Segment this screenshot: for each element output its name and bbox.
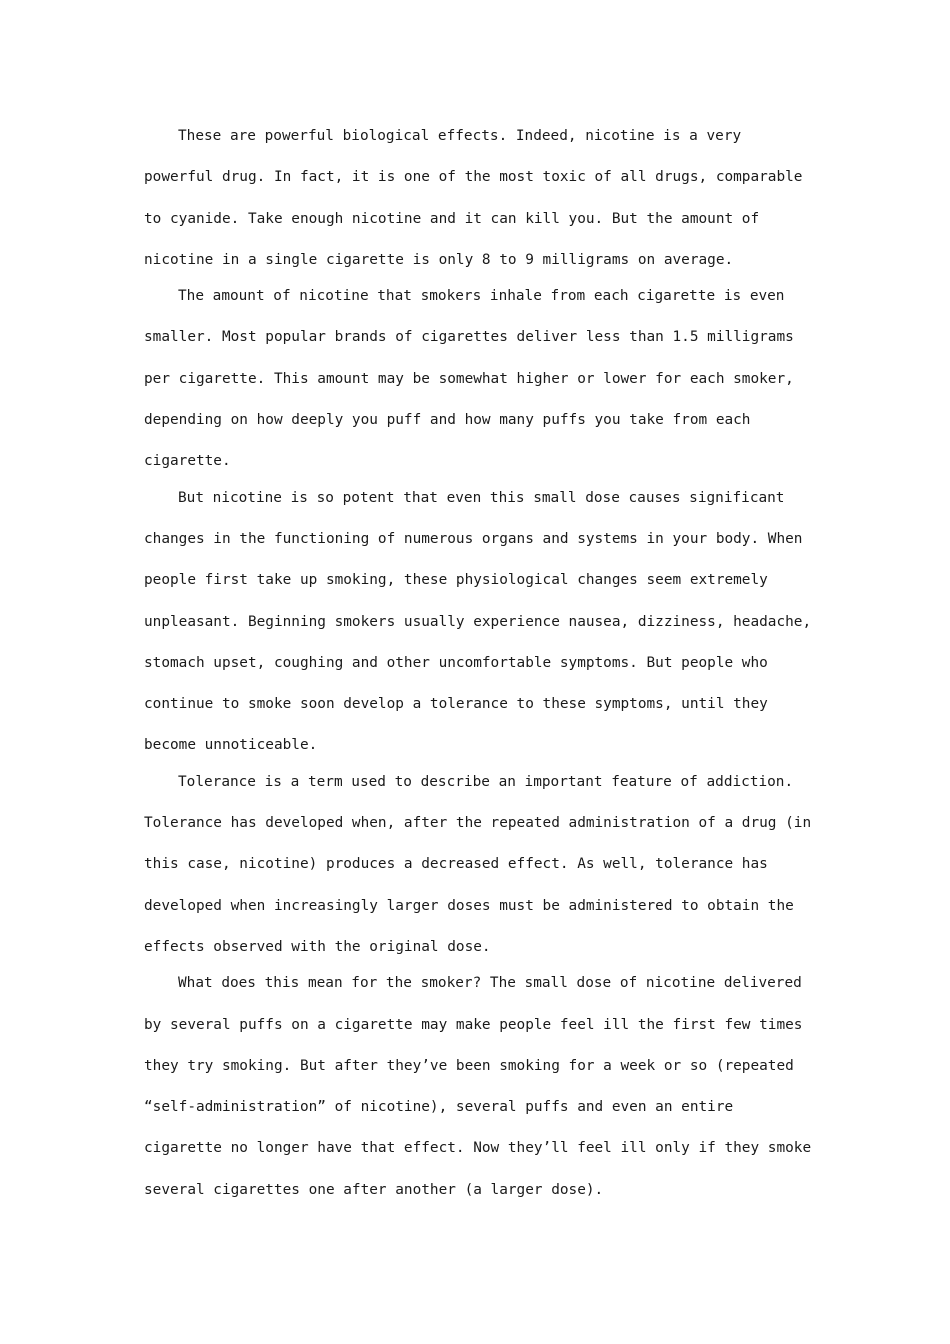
paragraph-3: But nicotine is so potent that even this small dose causes significant changes in the functioning of numerous organs and systems in your body. When people first take up smoking, these physiological changes seem extremely unpleasant. Beginning smokers usually experience nausea, dizziness, headache, stomach upset, coughing and other uncomfortable symptoms. But people who continue to smoke soon develop a tolerance to these symptoms, until they become unnoticeable. — [144, 489, 812, 754]
paragraph-5: What does this mean for the smoker? The small dose of nicotine delivered by several puffs on a cigarette may make people feel ill the first few times they try smoking. But after they’ve been smoking for a week or so (repeated “self-administration” of nicotine), several puffs and even an entire cigarette no longer have that effect. Now they’ll feel ill only if they smoke several cigarettes one after another (a larger dose). — [144, 975, 812, 1198]
paragraph-2: The amount of nicotine that smokers inhale from each cigarette is even smaller. Most popular brands of cigarettes deliver less than 1.5 milligrams per cigarette. This amount may be somewhat higher or lower for each smoker, depending on how deeply you puff and how many puffs you take from each cigarette. — [144, 288, 794, 470]
document-body — [144, 116, 814, 1211]
paragraph-4: Tolerance is a term used to describe an important feature of addiction. Tolerance has developed when, after the repeated administration of a drug (in this case, nicotine) produces a decreased effect. As well, tolerance has developed when increasingly larger doses must be administered to obtain the effects observed with the original dose. — [144, 773, 812, 955]
paragraph-1: These are powerful biological effects. Indeed, nicotine is a very powerful drug. In fact, it is one of the most toxic of all drugs, comparable to cyanide. Take enough nicotine and it can kill you. But the amount of nicotine in a single cigarette is only 8 to 9 milligrams on average. — [144, 128, 803, 268]
